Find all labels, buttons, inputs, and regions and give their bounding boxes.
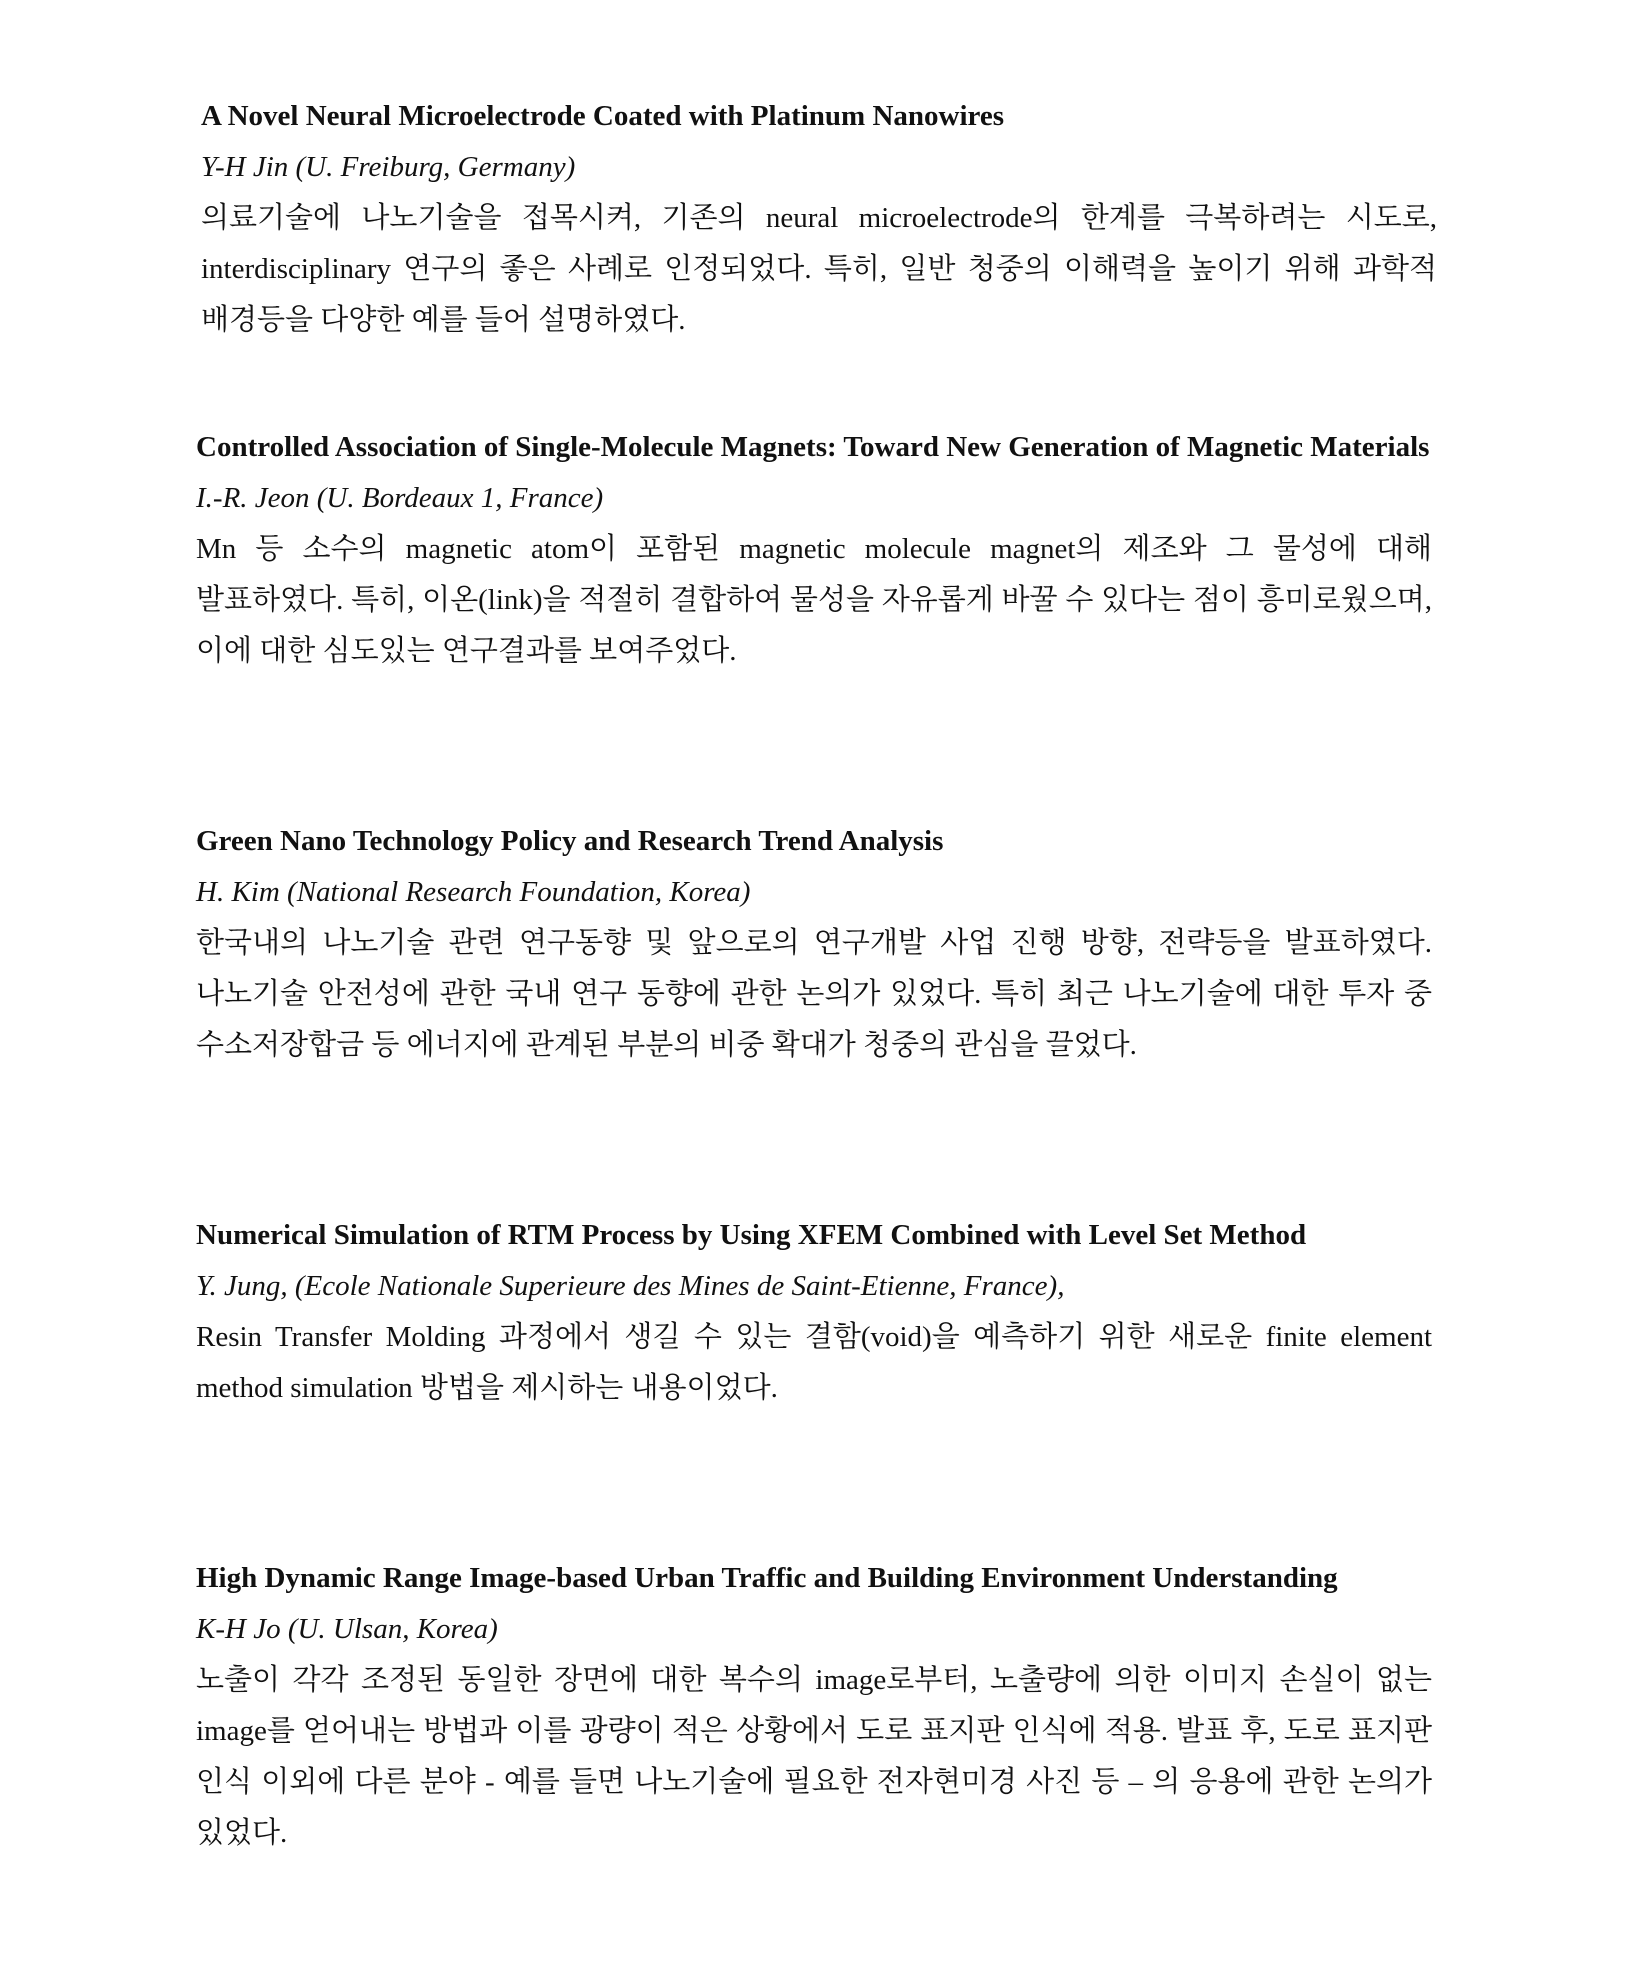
- entry-author: H. Kim (National Research Foundation, Korea): [196, 876, 751, 908]
- entry-rtm-simulation: [196, 1210, 1432, 1414]
- entry-title: Controlled Association of Single-Molecule Magnets: Toward New Generation of Magnetic Materials: [196, 431, 1430, 463]
- entry-hdr-urban-traffic: [196, 1553, 1432, 1859]
- entry-summary: Mn 등 소수의 magnetic atom이 포함된 magnetic molecule magnet의 제조와 그 물성에 대해 발표하였다. 특히, 이온(link)을 적절히 결합하여 물성을 자유롭게 바꿀 수 있다는 점이 흥미로웠으며, 이에 대한 심도있는 연구결과를 보여주었다.: [196, 533, 1432, 667]
- entry-title: Numerical Simulation of RTM Process by Using XFEM Combined with Level Set Method: [196, 1219, 1307, 1251]
- entry-summary: 노출이 각각 조정된 동일한 장면에 대한 복수의 image로부터, 노출량에 의한 이미지 손실이 없는 image를 얻어내는 방법과 이를 광량이 적은 상황에서 도로 표지판 인식에 적용. 발표 후, 도로 표지판 인식 이외에 다른 분야 - 예를 들면 나노기술에 필요한 전자현미경 사진 등 – 의 응용에 관한 논의가 있었다.: [196, 1664, 1432, 1849]
- entry-summary: 한국내의 나노기술 관련 연구동향 및 앞으로의 연구개발 사업 진행 방향, 전략등을 발표하였다. 나노기술 안전성에 관한 국내 연구 동향에 관한 논의가 있었다. 특히 최근 나노기술에 대한 투자 중 수소저장합금 등 에너지에 관계된 부분의 비중 확대가 청중의 관심을 끌었다.: [196, 927, 1432, 1061]
- entry-single-molecule-magnets: [196, 422, 1432, 677]
- entry-green-nano-policy: [196, 816, 1432, 1071]
- entry-author: K-H Jo (U. Ulsan, Korea): [196, 1613, 498, 1645]
- entry-platinum-nanowires: [201, 91, 1437, 346]
- entry-title: High Dynamic Range Image-based Urban Traffic and Building Environment Understanding: [196, 1562, 1338, 1594]
- entry-author: Y. Jung, (Ecole Nationale Superieure des Mines de Saint-Etienne, France),: [196, 1270, 1065, 1302]
- entry-title: Green Nano Technology Policy and Research Trend Analysis: [196, 825, 944, 857]
- entry-author: I.-R. Jeon (U. Bordeaux 1, France): [196, 482, 604, 514]
- entry-title: A Novel Neural Microelectrode Coated with Platinum Nanowires: [201, 100, 1005, 132]
- entry-summary: Resin Transfer Molding 과정에서 생길 수 있는 결함(void)을 예측하기 위한 새로운 finite element method simulation 방법을 제시하는 내용이었다.: [196, 1321, 1432, 1404]
- entry-summary: 의료기술에 나노기술을 접목시켜, 기존의 neural microelectrode의 한계를 극복하려는 시도로, interdisciplinary 연구의 좋은 사례로 인정되었다. 특히, 일반 청중의 이해력을 높이기 위해 과학적 배경등을 다양한 예를 들어 설명하였다.: [201, 202, 1437, 336]
- entry-author: Y-H Jin (U. Freiburg, Germany): [201, 151, 576, 183]
